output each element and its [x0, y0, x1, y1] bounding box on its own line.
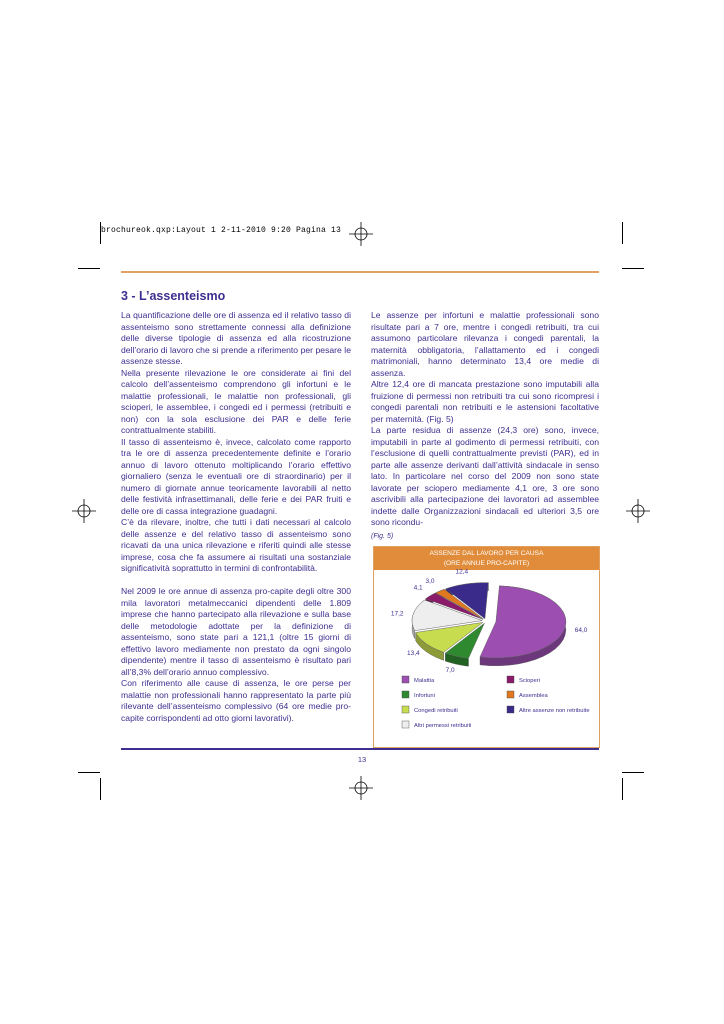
value-label: 13,4 [406, 649, 420, 657]
legend-label: Infortuni [414, 693, 435, 699]
print-slug: brochureok.qxp:Layout 1 2-11-2010 9:20 Pagina 13 [101, 226, 342, 235]
figure-label: (Fig. 5) [371, 533, 394, 540]
paragraph: Il tasso di assenteismo è, invece, calcolato come rapporto tra le ore di assenza precedentemente definite e l’orario annuo di lavoro ottenuto moltiplicando l’orario effettivo giornaliero (senza le eventuali ore di straordinario) per il numero di giornate annue teoricamente lavorabili al netto delle festività infrasettimanali, delle ferie e dei PAR fruiti e delle ore di cassa integrazione guadagni. [121, 436, 351, 516]
chart-title: ASSENZE DAL LAVORO PER CAUSA [429, 550, 544, 557]
legend-swatch [507, 676, 514, 683]
chart-subtitle: (ORE ANNUE PRO-CAPITE) [443, 559, 530, 567]
pie-chart [373, 546, 600, 748]
legend-label: Scioperi [519, 678, 540, 684]
value-label: 64,0 [574, 626, 588, 634]
paragraph: La parte residua di assenze (24,3 ore) sono, invece, imputabili in parte al godimento di permessi retribuiti, con l’esclusione di quelli contrattualmente previsti (PAR), ed in parte alle assenze derivanti dall’attività sindacale in senso lato. In particolare nel corso del 2009 non sono state lavorate per sciopero mediamente 4,1 ore, 3 ore sono ascrivibili alla partecipazione dei lavoratori ad assemblee indette dalle Organizzazioni sindacali ed ulteriori 3,5 ore sono ricondu- [371, 425, 599, 527]
paragraph: Le assenze per infortuni e malattie professionali sono risultate pari a 7 ore, mentre i congedi retribuiti, tra cui assumono particolare rilevanza i congedi parentali, la maternità obbligatoria, l’allattamento ed i congedi matrimoniali, hanno determinato 13,4 ore medie di assenza. [371, 310, 599, 378]
right-column-text [371, 310, 599, 529]
paragraph: Nella presente rilevazione le ore considerate ai fini del calcolo dell’assenteismo comprendono gli infortuni e le malattie professionali, le malattie non professionali, gli scioperi, le assemblee, i congedi ed i permessi (retribuiti e non) con la sola esclusione dei PAR e delle ferie contrattualmente stabiliti. [121, 367, 351, 435]
legend-label: Altre assenze non retribuite [519, 708, 590, 714]
value-label: 3,0 [425, 578, 435, 585]
value-label: 4,1 [413, 584, 423, 592]
legend-swatch [402, 691, 409, 698]
paragraph: La quantificazione delle ore di assenza ed il relativo tasso di assenteismo sono strettamente connessi alla definizione delle diverse tipologie di assenza ed alla ricostruzione dell’orario di lavoro che si prende a riferimento per pesare le assenze stesse. [121, 310, 351, 366]
left-column-text [121, 310, 351, 724]
legend-swatch [402, 721, 409, 728]
legend-label: Congedi retribuiti [414, 708, 458, 714]
legend-label: Altri permessi retribuiti [414, 723, 472, 729]
legend-swatch [507, 706, 514, 713]
value-label: 12,4 [455, 568, 469, 576]
paragraph: Altre 12,4 ore di mancata prestazione sono imputabili alla fruizione di permessi non retribuiti tra cui sono ricompresi i congedi parentali non retribuiti e le astensioni facoltative per maternità. (Fig. 5) [371, 379, 599, 424]
page-number: 13 [357, 755, 367, 764]
legend-swatch [507, 691, 514, 698]
paragraph: Nel 2009 le ore annue di assenza pro-capite degli oltre 300 mila lavoratori metalmeccanici dipendenti delle 1.809 imprese che hanno partecipato alla rilevazione e sulla base delle metodologie adottate per la definizione di assenteismo, sono state pari a 121,1 (oltre 15 giorni di effettivo lavoro mediamente non prestato da ogni singolo dipendente) mentre il tasso di assenteismo è risultato pari all’8,3% dell’orario annuo complessivo. [121, 586, 351, 677]
chart-canvas [374, 547, 599, 747]
paragraph-spacer [121, 575, 351, 587]
paragraph: Con riferimento alle cause di assenza, le ore perse per malattie non professionali hanno rappresentato la parte più rilevante dell’assenteismo complessivo (64 ore medie pro-capite corrispondenti ad otto giorni lavorativi). [121, 678, 351, 723]
header-rule [121, 271, 599, 273]
paragraph: C’è da rilevare, inoltre, che tutti i dati necessari al calcolo delle assenze e del relativo tasso di assenteismo sono ricavati da una unica rilevazione e riferiti quindi alle stesse imprese, cosa che fa assumere ai risultati una sostanziale significatività soprattutto in termini di confrontabilità. [121, 517, 351, 573]
legend-swatch [402, 676, 409, 683]
legend-label: Assemblea [519, 693, 548, 699]
legend-swatch [402, 706, 409, 713]
legend-label: Malattia [414, 678, 435, 684]
footer-rule [121, 748, 599, 750]
section-heading: 3 - L’assenteismo [121, 289, 226, 303]
value-label: 17,2 [390, 610, 404, 618]
value-label: 7,0 [445, 667, 455, 674]
